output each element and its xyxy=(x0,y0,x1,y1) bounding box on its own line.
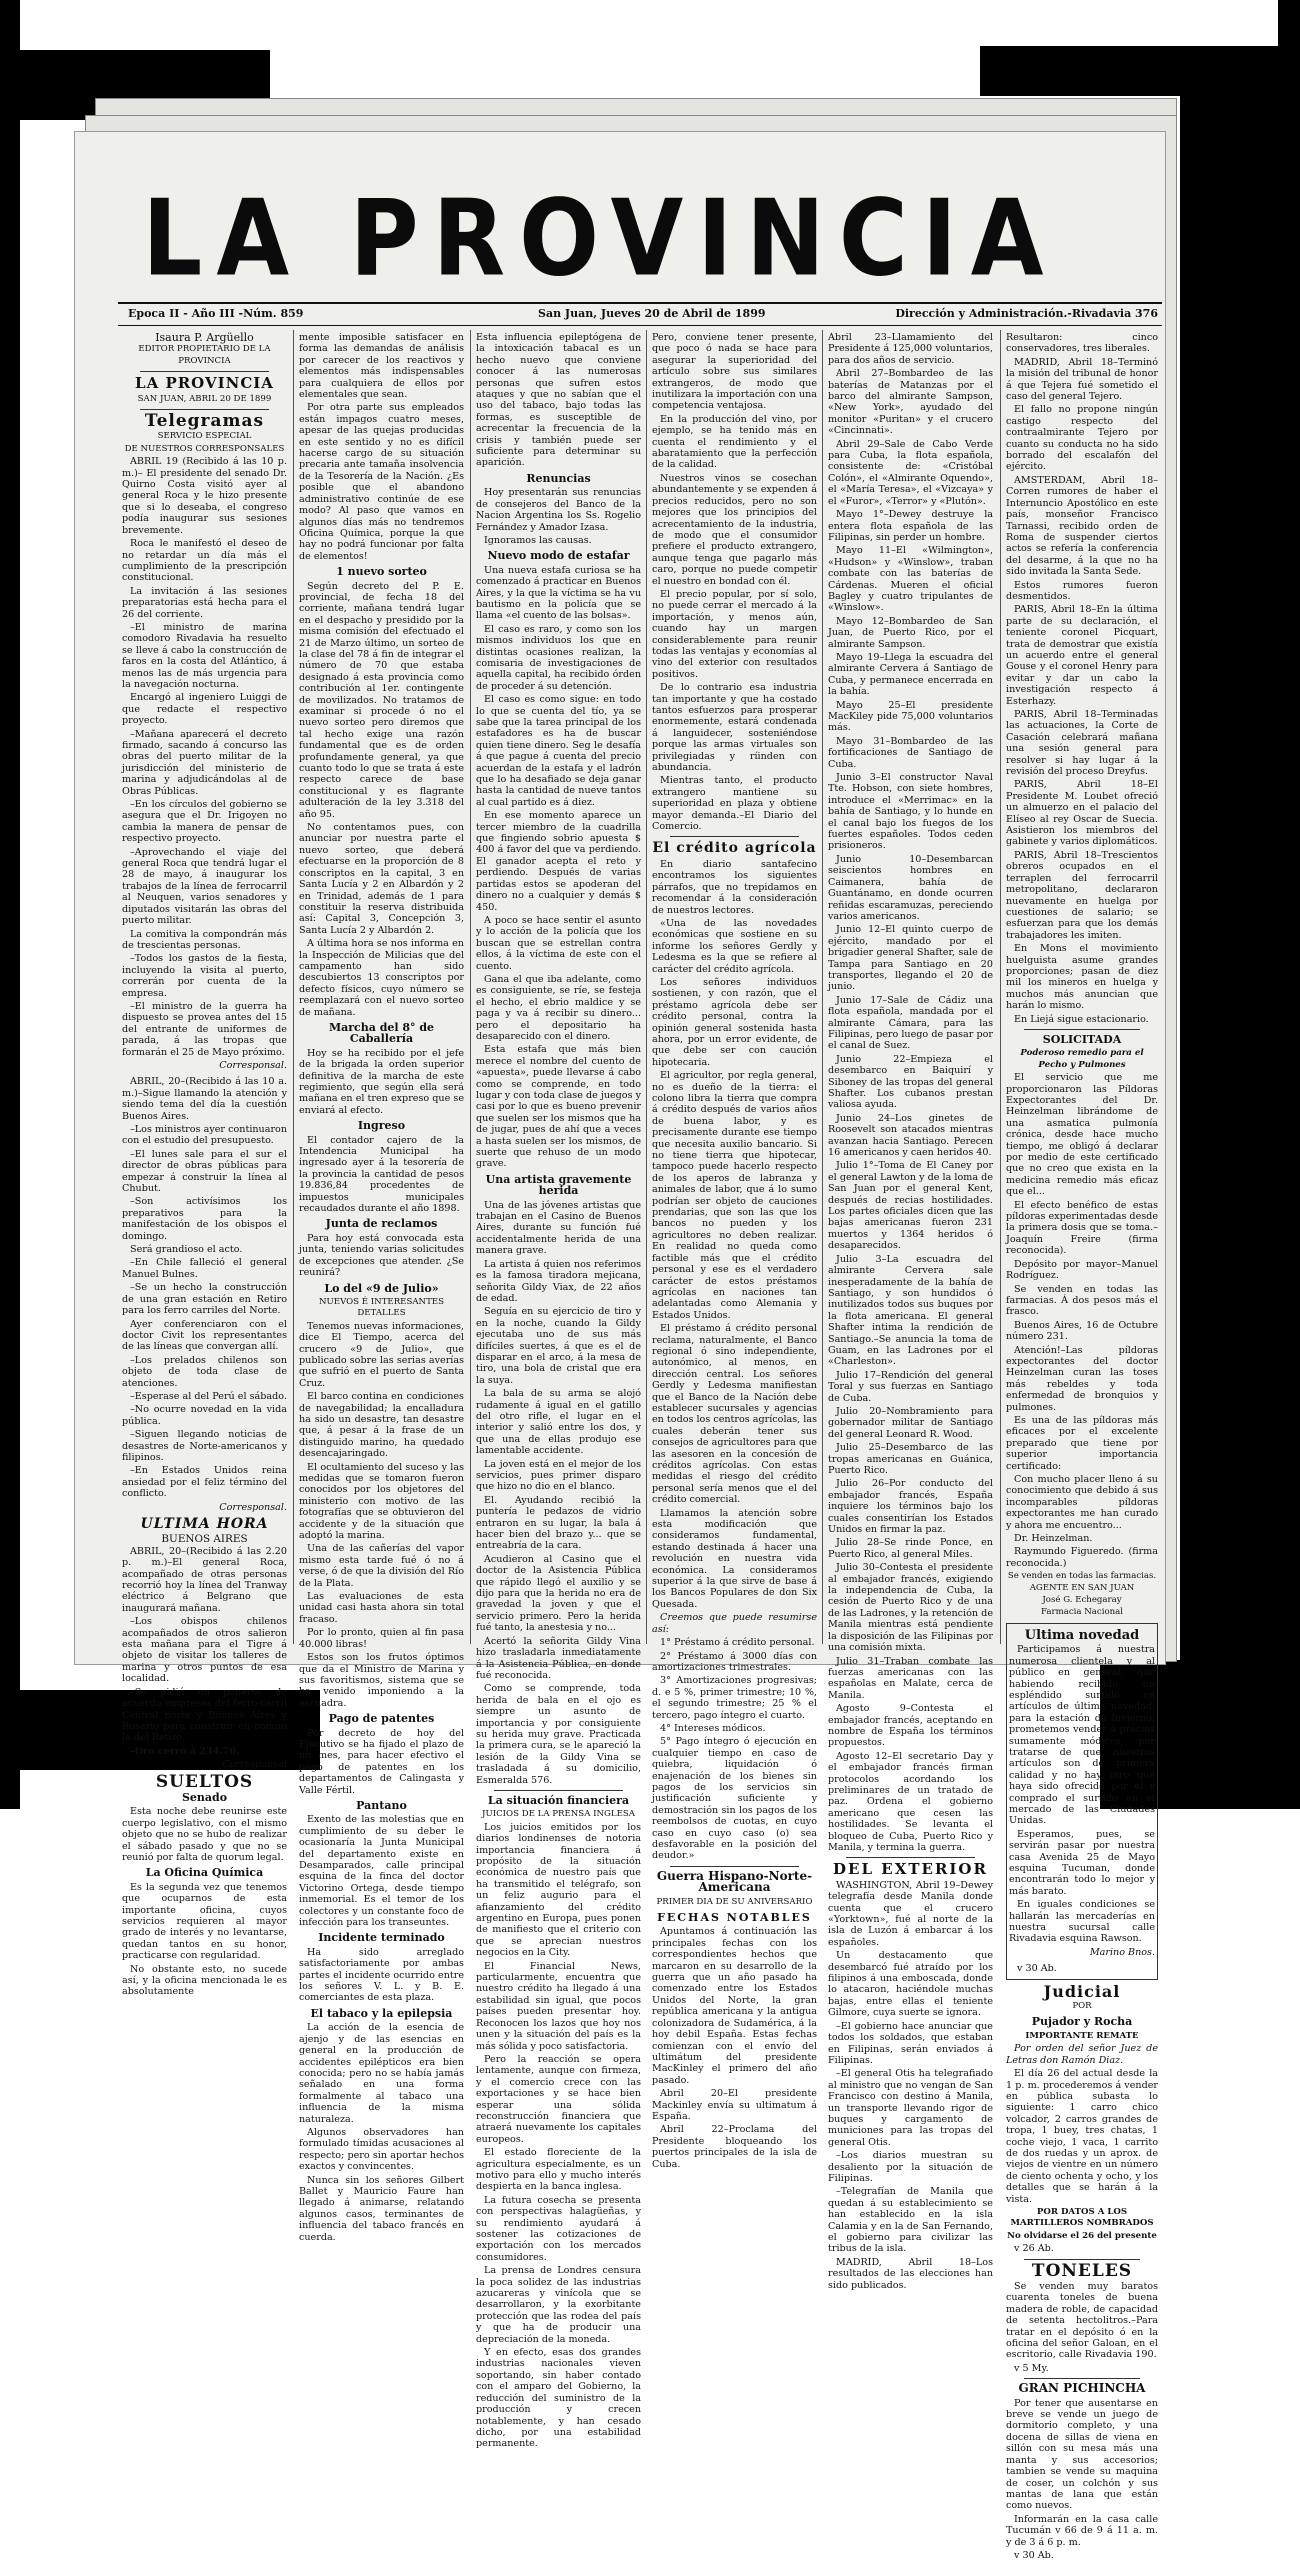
paragraph: Mayo 31–Bombardeo de las fortificaciones de Santiago de Cuba. xyxy=(828,735,993,770)
paragraph: Depósito por mayor–Manuel Rodríguez. xyxy=(1006,1258,1158,1282)
paragraph: Dr. Heinzelman. xyxy=(1014,1533,1093,1545)
paragraph: El día 26 del actual desde la 1 p. m. procederemos á vender en pública subasta lo siguiente: 1 carro chico volcador, 2 carros grandes de tropa, 1 buey, tres chatas, 1 coche viejo, 1 vaca, 1 carrito de dos ruedas y un aprox. de viejos de vientre en un número de ciento ochenta y ocho, y los detalles que se harán á la vista. xyxy=(1006,2068,1158,2205)
paragraph: Mayo 19–Llega la escuadra del almirante Cervera á Santiago de Cuba, y permanece encerrada en la bahía. xyxy=(828,651,993,698)
paragraph: Exento de las molestias que en cumplimiento de su deber le ocasionaría la Junta Municipal del departamento existe en Desamparados, calle principal esquina de la finca del doctor Victorino Ortega, desde tiempo inmemorial. Es el temor de los colectores y un constante foco de infección para los transeuntes. xyxy=(299,1814,464,1929)
pichincha-heading: GRAN PICHINCHA xyxy=(1018,2381,1146,2396)
paragraph: Abril 27–Bombardeo de las baterías de Matanzas por el barco del almirante Sampson, «New York», ayudado del monitor «Puritan» y el crucero «Cincinnati». xyxy=(828,368,993,437)
paragraph: El estado floreciente de la agricultura especialmente, es un motivo para ello y mucho interés despierta en la banca inglesa. xyxy=(476,2147,641,2193)
ultima-hora-heading: ULTIMA HORA xyxy=(140,1516,269,1532)
paragraph: MADRID, Abril 18–Terminó la misión del tribunal de honor á que Tejera fué sometido el caso del general Tejero. xyxy=(1006,356,1158,403)
column-rule-4 xyxy=(822,330,823,1644)
agent-name: José G. Echegaray xyxy=(1042,1595,1122,1606)
paragraph: Nuestros vinos se cosechan abundantemente y se expenden á precios reducidos, pero no son mejores que los principios del acrecentamiento de la industria, de modo que el consumidor prefiere el producto extrangero, aunque tenga que pagarlo más caro, porque no puede competir el nuestro en bondad con él. xyxy=(652,472,817,587)
paragraph: Por lo pronto, quien al fin pasa 40.000 libras! xyxy=(299,1627,464,1650)
paragraph: ABRIL 19 (Recibido á las 10 p. m.)– El presidente del senado Dr. Quirno Costa visitó ayer al general Roca y le hizo presente que si lo deseaba, el congreso podía inaugurar sus sesiones brevemente. xyxy=(122,456,287,536)
paragraph: Mayo 12–Bombardeo de San Juan, de Puerto Rico, por el almirante Sampson. xyxy=(828,615,993,650)
paragraph: ABRIL, 20–(Recibido á las 2.20 p. m.)–El general Roca, acompañado de otras personas recorrió hoy la línea del Tranway eléctrico á Belgrano que inaugurará mañana. xyxy=(122,1545,287,1614)
judicial-datos: POR DATOS A LOS MARTILLEROS NOMBRADOS xyxy=(1010,2206,1154,2229)
exterior-heading: DEL EXTERIOR xyxy=(833,1860,988,1879)
paragraph: La bala de su arma se alojó rudamente á igual en el gatillo del otro rifle, el lugar en el interior y salió entre los dos, y que una de ellas produjo ese lamentable accidente. xyxy=(476,1388,641,1457)
junta-heading: Junta de reclamos xyxy=(325,1217,438,1231)
senado-heading: Senado xyxy=(181,1790,228,1804)
paragraph: Por decreto de hoy del Ejecutivo se ha fijado el plazo de un mes, para hacer efectivo el pago de patentes en los departamentos de Calingasta y Valle Fértil. xyxy=(299,1727,464,1796)
solicitada-heading: SOLICITADA xyxy=(1042,1032,1122,1046)
paragraph: El servicio que me proporcionaron las Píldoras Expectorantes del Dr. Heinzelman librándome de una asmatica pulmonía crónica, desde hace mucho tiempo, me obligó á declarar por medio de este certificado que no creo que exista en la medicina remedio más eficaz que el... xyxy=(1006,1072,1158,1198)
signature: Corresponsal. xyxy=(219,1059,287,1071)
paragraph: 3° Amortizaciones progresivas; d. e 5 %, primer trimestre; 10 %, el segundo trimestre; 25 % el tercero, pago íntegro el cuarto. xyxy=(652,1675,817,1721)
paragraph: El caso es raro, y como son los mismos individuos los que en distintas ocasiones realizan, la comisaria de investigaciones de aquella capital, ha recibido órden de proceder á su detención. xyxy=(476,623,641,692)
issue-line xyxy=(118,305,1162,325)
signature: Marino Bnos. xyxy=(1089,1946,1155,1958)
paragraph: –Los ministros ayer continuaron con el estudio del presupuesto. xyxy=(122,1124,287,1147)
paragraph: Abril 20–El presidente Mackinley envía su ultimatum á España. xyxy=(652,2088,817,2122)
paragraph: 5° Pago íntegro ó ejecución en cualquier tiempo en caso de quiebra, liquidación ó enajenación de los bienes sin pagos de los servicios sin justificación suficiente y demostración sin los pagos de los reembolsos de cuotas, en cuyo caso en cuyo caso (o) sea desfavorable en la posición del deudor.» xyxy=(652,1736,817,1862)
telegram-heading: Telegramas xyxy=(144,411,265,432)
judicial-por: POR xyxy=(1072,2001,1092,2012)
paragraph: Una de las jóvenes artistas que trabajan en el Casino de Buenos Aires, durante su función fué accidentalmente herida de una manera grave. xyxy=(476,1199,641,1257)
paragraph: La futura cosecha se presenta con perspectivas halagüeñas, y su rendimiento ayudará á sostener las cotizaciones de exportación con los mercados consumidores. xyxy=(476,2194,641,2263)
paragraph: 1° Préstamo á crédito personal. xyxy=(660,1637,815,1649)
paragraph: Los juicios emitidos por los diarios londinenses de notoria importancia financiera á propósito de la situación económica de nuestro país que ha transmitido el telégrafo, son un feliz augurio para el afianzamiento del crédito argentino en Europa, pues ponen de manifiesto que el criterio con que se aprecian nuestros negocios en la City. xyxy=(476,1821,641,1959)
owner-name: Isaura P. Argüello xyxy=(155,331,254,344)
patentes-heading: Pago de patentes xyxy=(328,1712,435,1726)
oficina-heading: La Oficina Química xyxy=(145,1866,264,1880)
paragraph: Las evaluaciones de esta unidad casi hasta ahora sin total fracaso. xyxy=(299,1591,464,1625)
credito-heading: El crédito agrícola xyxy=(652,840,817,857)
column-rule-5 xyxy=(1000,330,1001,1644)
masthead-rule-top xyxy=(118,302,1162,304)
paragraph: Participamos á nuestra numerosa clientela y al público en general, que habiendo recibido un espléndido surtido en artículos de última novedad, para la estación de Invierno, prometemos vender á precios sumamente módicos, por tratarse de que nuestros artículos son de primera calidad y no hay otro que haya sido ofrecido por el y comprado el surtido en el mercado de las Ciudades Unidas. xyxy=(1009,1644,1155,1827)
paragraph: –No ocurre novedad en la vida pública. xyxy=(122,1404,287,1427)
paragraph: La artista á quien nos referimos es la famosa tiradora mejicana, señorita Gildy Viax, de 22 años de edad. xyxy=(476,1258,641,1304)
sueltos-heading: SUELTOS xyxy=(155,1771,254,1792)
financiera-heading: La situación financiera xyxy=(487,1793,630,1807)
paragraph: Ignoramos las causas. xyxy=(484,534,592,546)
signature: Corresponsal xyxy=(222,1759,287,1771)
paragraph: Junio 24–Los ginetes de Roosevelt son atacados mientras avanzan hacia Santiago. Perecen 16 americanos y caen heridos 40. xyxy=(828,1112,993,1159)
paragraph: Una nueva estafa curiosa se ha comenzado á practicar en Buenos Aires, y la que la víctima se ha vu bautismo en la policía que se llama «el cuento de las bolsas». xyxy=(476,564,641,622)
paragraph: Esperamos, pues, se servirán pasar por nuestra casa Avenida 25 de Mayo esquina Tucuman, donde encontrarán todo lo mejor y más barato. xyxy=(1009,1828,1155,1897)
paragraph: Julio 20–Nombramiento para gobernador militar de Santiago del general Leonard R. Wood. xyxy=(828,1405,993,1440)
paragraph: –El ministro de la guerra ha dispuesto se provea antes del 15 del entrante de uniformes de parada, á las tropas que formarán el 25 de Mayo próximo. xyxy=(122,1000,287,1058)
paragraph: v 26 Ab. xyxy=(1014,2243,1054,2255)
paragraph: El contador cajero de la Intendencia Municipal ha ingresado ayer á la tesorería de la provincia la cantidad de pesos 19.836,84 procedentes de impuestos municipales recaudados durante el año 1898. xyxy=(299,1134,464,1215)
paragraph: Ayer conferenciaron con el doctor Civit los representantes de las líneas que convergan allí. xyxy=(122,1318,287,1353)
fechas-heading: FECHAS NOTABLES xyxy=(657,1911,812,1925)
paragraph: WASHINGTON, Abril 19–Dewey telegrafía desde Manila donde cuenta que el crucero «Yorktown», fué al norte de la isla de Luzón á embarcar á los españoles. xyxy=(828,1879,993,1948)
paragraph: Julio 25–Desembarco de las tropas americanas en Guánica, Puerto Rico. xyxy=(828,1442,993,1476)
paragraph: Mientras tanto, el producto extrangero mantiene su superioridad en plaza y obtiene mayor demanda.–El Diario del Comercio. xyxy=(652,775,817,833)
paragraph: Es la segunda vez que tenemos que ocuparnos de esta importante oficina, cuyos servicios requieren al mayor grado de interés y no levantarse, quedan tantos en su honor, practicarse con regularidad. xyxy=(122,1881,287,1962)
paragraph: Se venden muy baratos cuarenta toneles de buena madera de roble, de capacidad de setenta hectolitros.–Para tratar en el depósito ó en la oficina del señor Galoan, en el escritorio, calle Rivadavia 190. xyxy=(1006,2281,1158,2361)
paragraph: No obstante esto, no sucede así, y la oficina mencionada le es absolutamente xyxy=(122,1963,287,1998)
ultima-novedad-heading: Ultima novedad xyxy=(1024,1627,1140,1643)
paragraph: Algunos observadores han formulado tímidas acusaciones al respecto; pero sin aportar hechos exactos y convincentes. xyxy=(299,2126,464,2173)
paragraph: –El lunes sale para el sur el director de obras públicas para empezar á construir la línea al Chubut. xyxy=(122,1148,287,1195)
paragraph: En Liejá sigue estacionario. xyxy=(1014,1013,1149,1025)
paragraph: Por orden del señor Juez de Letras don Ramón Diaz. xyxy=(1006,2043,1158,2066)
paragraph: Abril 22–Proclama del Presidente bloqueando los puertos principales de la isla de Cuba. xyxy=(652,2124,817,2170)
paragraph: Junio 10–Desembarcan seiscientos hombres en Caimanera, bahía de Guantánamo, en donde ocurren reñidas escaramuzas, pereciendo varios americanos. xyxy=(828,853,993,922)
paragraph: A poco se hace sentir el asunto y lo acción de la policía que los buscan que se estrellan contra ellos, á la víctima de este con el cuento. xyxy=(476,914,641,972)
masthead-title: LA PROVINCIA xyxy=(142,178,1058,301)
paragraph: Apuntamos á continuación las principales fechas con los correspondientes hechos que marcaron en su desarrollo de la guerra que un año pasado ha comenzado entre los Estados Unidos del Norte, la gran república americana y la antigua colonizadora de Sudamérica, á la hoy debil España. Estas fechas comienzan con el envío del ultimátum del presidente MacKinley el primero del año pasado. xyxy=(652,1926,817,2086)
paragraph: v 30 Ab. xyxy=(1017,1963,1057,1975)
paragraph: Encargó al ingeniero Luiggi de que redacte el respectivo proyecto. xyxy=(122,692,287,727)
paragraph: Estos rumores fueron desmentidos. xyxy=(1006,579,1158,602)
paragraph: Abril 29–Sale de Cabo Verde para Cuba, la flota española, consistente de: «Cristóbal Colón», el «Almirante Oquendo», el «María Teresa», el «Vizcaya» y el «Furor», «Terror» y «Plutón». xyxy=(828,438,993,507)
paragraph: Julio 30–Contesta el presidente al embajador francés, exigiendo la independencia de Cuba, la cesión de Puerto Rico y de una de las Ladrones, y la retención de Manila mientras está pendiente la disposición de las Filipinas por una comisión mixta. xyxy=(828,1562,993,1654)
paragraph: –Los diarios muestran su desaliento por la situación de Filipinas. xyxy=(828,2150,993,2184)
paragraph: Acudieron al Casino que el doctor de la Asistencia Pública que rápido llegó el auxilio y se dijo para que la herida no era de gravedad la joven y que el servicio primero. Pero la herida fué tanto, la anestesia y no... xyxy=(476,1553,641,1634)
paragraph: –Esperase al del Perú el sábado. xyxy=(130,1390,287,1402)
paragraph: La joven está en el mejor de los servicios, pues primer disparo que hizo no dio en el blanco. xyxy=(476,1458,641,1493)
paragraph: –Todos los gastos de la fiesta, incluyendo la visita al puerto, correrán por cuenta de la empresa. xyxy=(122,953,287,999)
paragraph: Es una de las píldoras más eficaces por el excelente preparado que tiene por superior importancia certificado: xyxy=(1006,1414,1158,1472)
agent-pharmacy: Farmacia Nacional xyxy=(1040,1607,1124,1618)
paragraph: Un destacamento que desembarcó fué atraído por los filipinos á una emboscada, donde lo atacaron, haciéndole muchas bajas, entre ellas el teniente Gilmore, cuya suerte se ignora. xyxy=(828,1950,993,2019)
paragraph: Por tener que ausentarse en breve se vende un juego de dormitorio completo, y una docena de sillas de viena en sillón con su mesa más una manta y sus accesorios; tambien se vende su maquina de coser, un colchón y sus mantas de lana que están como nuevos. xyxy=(1006,2397,1158,2512)
paragraph: –Oro cerró á 234.70. xyxy=(130,1745,240,1757)
paragraph: Informarán en la casa calle Tucumán v 66 de 9 á 11 a. m. y de 3 á 6 p. m. xyxy=(1006,2513,1158,2548)
paragraph: A última hora se nos informa en la Inspección de Milicias que del campamento han sido descubiertos 13 conscriptos por defecto físicos, cuyo número se reemplazará con el nuevo sorteo de mañana. xyxy=(299,938,464,1018)
paragraph: –El ministro de marina comodoro Rivadavia ha resuelto se lleve á cabo la construcción de faros en la costa del Atlántico, á menos las de más urgencia para la navegación nocturna. xyxy=(122,621,287,690)
paragraph: Atención!–Las píldoras expectorantes del doctor Heinzelman curan las toses más rebeldes y toda enfermedad de bronquios y pulmones. xyxy=(1006,1344,1158,1413)
paragraph: Agosto 12–El secretario Day y el embajador francés firman protocolos acordando los preliminares de un tratado de paz. Ordena el gobierno americano que cesen las hostilidades. Se levanta el bloqueo de Cuba, Puerto Rico y Manila, y termina la guerra. xyxy=(828,1750,993,1853)
paragraph: –En Estados Unidos reina ansiedad por el feliz término del conflicto. xyxy=(122,1465,287,1500)
artista-heading: Una artista gravemente herida xyxy=(485,1172,632,1198)
paragraph: Para hoy está convocada esta junta, teniendo varias solicitudes de excepciones que atender. ¿Se reunirá? xyxy=(299,1232,464,1279)
paragraph: Estos son los frutos óptimos que da el Ministro de Marina y sus favoritismos, sistema que se ha venido imponiendo a la escuadra. xyxy=(299,1652,464,1709)
paragraph: Llamamos la atención sobre esta modificación que consideramos fundamental, estando destinada á hacer una revolución en nuestra vida económica. La consideramos superior á la que sirve de base á los Bancos Populares de don Six Quesada. xyxy=(652,1507,817,1610)
issue-epoca: Epoca II - Año III -Núm. 859 xyxy=(128,307,304,320)
masthead-rule-bottom xyxy=(118,325,1162,326)
column-4 xyxy=(652,332,817,2170)
financiera-sub: JUICIOS DE LA PRENSA INGLESA xyxy=(482,1809,635,1820)
toneles-heading: TONELES xyxy=(1031,2260,1133,2281)
paragraph: El Financial News, particularmente, encuentra que nuestro crédito ha llegado á una estabilidad sin igual, que pocos países pueden presentar hoy. Reconocen los lazos que hoy nos unen y la situación del país es la más sólida y poco satisfactoria. xyxy=(476,1960,641,2052)
paragraph: Buenos Aires, 16 de Octubre número 231. xyxy=(1006,1319,1158,1343)
paragraph: Junio 22–Empieza el desembarco en Baiquirí y Siboney de las tropas del general Shafter. Los cubanos prestan valiosa ayuda. xyxy=(828,1053,993,1111)
paragraph: 4° Intereses módicos. xyxy=(660,1722,766,1734)
agent-line: Se venden en todas las farmacias. AGENTE EN SAN JUAN xyxy=(1007,1571,1157,1593)
paragraph: Con mucho placer lleno á su conocimiento que debido á sus incomparables píldoras expectorantes me han curado y ahora me encuentro... xyxy=(1006,1474,1158,1531)
paragraph: –Son activísimos los preparativos para la manifestación de los obispos el domingo. xyxy=(122,1196,287,1242)
paragraph: «Una de las novedades económicas que sostiene en su informe los señores Gerdly y Ledesma es la que se refiere al carácter del crédito agrícola. xyxy=(652,917,817,975)
paragraph: Julio 3–La escuadra del almirante Cervera sale inesperadamente de la bahía de Santiago, y son hundidos ó inutilizados todos sus buques por la flota americana. El general Shafter intima la rendición de Santiago.–Se anuncia la toma de Guam, en las Ladrones por el «Charleston». xyxy=(828,1253,993,1368)
film-corner-top-right xyxy=(980,46,1280,96)
paragraph: AMSTERDAM, Abril 18–Corren rumores de haber el Internuncio Apostólico en este país, monseñor Francisco Tarnassi, recibido orden de Roma de suspender ciertos actos se refería la conferencia del desarme, á la que no ha sido invitada la Santa Sede. xyxy=(1006,474,1158,578)
judicial-remate: IMPORTANTE REMATE xyxy=(1025,2030,1139,2041)
paragraph: En Mons el movimiento huelguista asume grandes proporciones; pasan de diez mil los mineros en huelga y muchos más anuncian que harán lo mismo. xyxy=(1006,943,1158,1012)
paragraph: MADRID, Abril 18–Los resultados de las elecciones han sido publicados. xyxy=(828,2256,993,2291)
nueve-julio-heading: Lo del «9 de Julio» xyxy=(324,1281,439,1295)
paragraph: En ese momento aparece un tercer miembro de la cuadrilla que fingiendo sobrio apuesta $ 400 á favor del que va perdiendo. El ganador acepta el reto y perdiendo. Después de varias partidas estos se apoderan del dinero no a cualquier y demás $ 450. xyxy=(476,810,641,913)
paragraph: mente imposible satisfacer en forma las demandas de análisis por carecer de los reactivos y elementos más indispensables para cualquiera de ellos por elementales que sean. xyxy=(299,332,464,401)
paragraph: Los señores individuos sostienen, y con razón, que el préstamo agrícola debe ser crédito personal, contra la opinión general sostenida hasta ahora, por un error evidente, de que debe ser con caución hipotecaria. xyxy=(652,976,817,1068)
paragraph: Esta influencia epileptógena de la intoxicación tabacal es un hecho nuevo que conviene conocer á las numerosas personas que sufren estos ataques y que no sabían que el uso del tabaco, bajo todas las formas, es susceptible de acrecentar la frecuencia de la crisis y también puede ser suficiente para determinar su aparición. xyxy=(476,332,641,469)
sorteo-heading: 1 nuevo sorteo xyxy=(336,565,427,579)
paragraph: Pero, conviene tener presente, que poco ó nada se hace para asegurar la superioridad del artículo sobre sus similares extrangeros, de modo que inutilizara la importación con una competencia ventajosa. xyxy=(652,332,817,412)
column-rule-1 xyxy=(293,330,294,1644)
paragraph: El caso es como sigue: en todo lo que se cuenta del tío, ya se sabe que la tarea principal de los estafadores es ha de buscar quien tiene dinero. Seg le desafía á que pague á cuenta del precio acuerdan de la estafa y el ladrón que lo ha desafiado se deja ganar hasta la cantidad de nueve tantos al cual partido es á diez. xyxy=(476,694,641,808)
ultima-city: BUENOS AIRES xyxy=(161,1533,248,1546)
paragraph: Acertó la señorita Gildy Vina hizo trasladarla inmediatamente á la Asistencia Pública, en donde fué reconocida. xyxy=(476,1635,641,1681)
paragraph: La comitiva la compondrán más de trescientas personas. xyxy=(122,928,287,951)
column-1 xyxy=(122,331,287,1998)
telegram-corr: DE NUESTROS CORRESPONSALES xyxy=(124,443,285,454)
paragraph: Nunca sin los señores Gilbert Ballet y Mauricio Faure han llegado á animarse, relatando algunos casos, terminantes de influencia del tabaco francés en cuerda. xyxy=(299,2174,464,2243)
paragraph: PARIS, Abril 18–Terminadas las actuaciones, la Corte de Casación celebrará mañana una sesión general para resolver si hay lugar á la revisión del proceso Dreyfus. xyxy=(1006,709,1158,778)
paragraph: Será grandioso el acto. xyxy=(130,1244,243,1256)
paragraph: v 30 Ab. xyxy=(1014,2549,1054,2561)
paragraph: –El general Otis ha telegrafiado al ministro que no vengan de San Francisco con destino á Manila, un transporte llevando rigor de buques y cargamento de municiones para las tropas del general Otis. xyxy=(828,2068,993,2148)
paragraph: Hoy se ha recibido por el jefe de la brigada la orden superior definitiva de la marcha de este regimiento, que según ella será mañana en el tren expreso que se enviará al efecto. xyxy=(299,1047,464,1116)
paragraph: No contentamos pues, con anunciar por nuestra parte el nuevo sorteo, que deberá efectuarse en la proporción de 8 conscriptos en la capital, 3 en Santa Lucía y 2 en Albardón y 2 en Trinidad, además de 1 para constituir la reserva distribuida así: Capital 3, Concepción 3, Santa Lucía 2 y Albardón 2. xyxy=(299,822,464,936)
paragraph: –Se pidió un ponerse de acuerdo empresas del ferro-carril Central norte y Buenos Aires y Rosario para construir en común la del Retiro. xyxy=(122,1686,287,1744)
telegram-sub: SERVICIO ESPECIAL xyxy=(157,431,252,442)
paragraph: Junio 12–El quinto cuerpo de ejército, mandado por el brigadier general Shafter, sale de Tampa para Santiago en 20 transportes, llegando el 20 de junio. xyxy=(828,924,993,993)
owner-line: EDITOR PROPIETARIO DE LA PROVINCIA xyxy=(138,344,271,366)
paragraph: Roca le manifestó el deseo de no retardar un día más el cumplimiento de la prescripción constitucional. xyxy=(122,538,287,584)
paragraph: El precio popular, por sí solo, no puede cerrar el mercado á la importación, y menos aún, cuando hay un margen considerablemente para reunir todas las ventajas y economías al vino del exterior con resultados positivos. xyxy=(652,588,817,680)
column-3 xyxy=(476,332,641,2450)
issue-date: San Juan, Jueves 20 de Abril de 1899 xyxy=(538,307,766,320)
nueve-julio-sub: NUEVOS É INTERESANTES DETALLES xyxy=(319,1296,444,1319)
paragraph: El efecto benéfico de estas píldoras experimentadas desde la primera dosis que se toma.–Joaquín Freire (firma reconocida). xyxy=(1006,1199,1158,1257)
film-right-margin xyxy=(1180,90,1280,1809)
paragraph: Julio 17–Rendición del general Toral y sus fuerzas en Santiago de Cuba. xyxy=(828,1369,993,1404)
paragraph: El. Ayudando recibió la puntería le pedazos de vidrio entraron en su lugar, la bala á hacer bien del brazo y... que se entreabría de la cara. xyxy=(476,1494,641,1552)
estafar-heading: Nuevo modo de estafar xyxy=(487,549,630,563)
paragraph: Agosto 9–Contesta el embajador francés, aceptando en nombre de España los términos propuestos. xyxy=(828,1703,993,1749)
paragraph: El ocultamiento del suceso y las medidas que se tomaron fueron conocidos por los objetores del ministerio con motivo de las fotografías que se obtuvieron del accidente y de la situación que adoptó la marina. xyxy=(299,1461,464,1542)
paragraph: Por otra parte sus empleados están impagos cuatro meses, apesar de las quejas producidas en este sentido y no es difícil hacerse cargo de su situación precaria ante tamaña insolvencia de la Tesorería de la Nación. ¿Es posible que el abandono administrativo continúe de ese modo? Al paso que vamos en algunos días más no tendremos Oficina Química, porque la que hay no podrá funcionar por falta de elementos! xyxy=(299,402,464,562)
paragraph: Como se comprende, toda herida de bala en el ojo es siempre un asunto de importancia y por consiguiente su herida muy grave. Practicada la primera cura, se le apareció la lesión de la Gildy Vina se trasladada á su domicilio, Esmeralda 576. xyxy=(476,1683,641,1786)
paragraph: El agricultor, por regla general, no es dueño de la tierra: el colono libra la tierra que compra á crédito después de varios años de buena labor, y es precisamente durante ese tiempo que necesita auxilio bancario. Si no tiene tierra que hipotecar, tampoco puede hacerlo respecto de los aperos de labranza y animales de labor, que á lo sumo podrían ser objeto de cauciones prendarias, que son las que los bancos no pueden y los agricultores no deben realizar. En realidad no queda como factible más que el crédito personal y ese es el verdadero carácter de estos préstamos agrícolas en naciones tan adelantadas como Alemania y Estados Unidos. xyxy=(652,1070,817,1321)
paragraph: Gana el que iba adelante, como es consiguiente, se ríe, se festeja el hecho, el ebrio maldice y se paga y va á recibir su dinero... pero el depositario ha desaparecido con el dinero. xyxy=(476,973,641,1042)
column-5 xyxy=(828,332,993,2291)
paragraph: 2° Préstamo á 3000 días con amortizaciones trimestrales. xyxy=(652,1650,817,1673)
paper-name: LA PROVINCIA xyxy=(135,374,274,393)
paragraph: En la producción del vino, por ejemplo, se ha tenido más en cuenta el rendimiento y el abaratamiento que la perfección de la calidad. xyxy=(652,413,817,471)
tabaco-heading: El tabaco y la epilepsia xyxy=(310,2006,453,2020)
solicitada-sub: Poderoso remedio para el Pecho y Pulmones xyxy=(1020,1048,1144,1070)
paragraph: ABRIL, 20–(Recibido á las 10 a. m.)–Sigue llamando la atención y siendo tema del día la cuestión Buenos Aires. xyxy=(122,1076,287,1122)
paragraph: Raymundo Figueredo. (firma reconocida.) xyxy=(1006,1546,1158,1569)
paragraph: –Mañana aparecerá el decreto firmado, sacando á concurso las obras del puerto militar de la jurisdicción del ministerio de marina y adjudicándolas al de Obras Públicas. xyxy=(122,728,287,797)
column-rule-3 xyxy=(646,330,647,1644)
paragraph: Julio 28–Se rinde Ponce, en Puerto Rico, al general Miles. xyxy=(828,1537,993,1560)
column-2 xyxy=(299,332,464,2243)
judicial-heading: Judicial xyxy=(1043,1981,1121,2001)
issue-admin: Dirección y Administración.-Rivadavia 376 xyxy=(895,307,1158,320)
dateline: SAN JUAN, ABRIL 20 DE 1899 xyxy=(137,393,272,404)
guerra-heading: Guerra Hispano-Norte-Americana xyxy=(656,1868,813,1895)
paragraph: Una de las cañerías del vapor mismo esta tarde fué ó no á verse, ó de que la división del Río de la Plata. xyxy=(299,1543,464,1589)
paragraph: La prensa de Londres censura la poca solidez de las industrias azucareras y vinícola que se desarrollaron, y la exorbitante protección que las rodea del país y que ha de producir una depreciación de la moneda. xyxy=(476,2265,641,2345)
paragraph: Mayo 11–El «Wilmington», «Hudson» y «Winslow», traban combate con las baterías de Cárdenas. Mueren el oficial Bagley y cuatro tripulantes de «Winslow». xyxy=(828,545,993,614)
paragraph: Creemos que puede resumirse así: xyxy=(652,1612,817,1635)
paragraph: –Siguen llegando noticias de desastres de Norte-americanos y filipinos. xyxy=(122,1429,287,1463)
paragraph: Y en efecto, esas dos grandes industrias nacionales vieven soportando, sin haber contado con el amparo del Gobierno, la reducción del suministro de la producción y crecen notablemente, y han cesado dicho, por una estabilidad permanente. xyxy=(476,2347,641,2450)
paragraph: v 5 My. xyxy=(1014,2362,1049,2374)
paragraph: Seguía en su ejercicio de tiro y en la noche, cuando la Gildy ejecutaba uno de sus más difíciles suertes, á que es el de disparar en el arco, á la mesa de tiro, una bola de cristal que era la suya. xyxy=(476,1306,641,1386)
paragraph: PARIS, Abril 18–Trescientos obreros ocupados en el terraplen del ferrocarril metropolitano, declararon nuevamente en huelga por cuestiones de salario; se esfuerzan para que los demás trabajadores les imiten. xyxy=(1006,849,1158,941)
paragraph: –Los prelados chilenos son objeto de toda clase de atenciones. xyxy=(122,1354,287,1389)
column-rule-2 xyxy=(470,330,471,1644)
column-6 xyxy=(1006,332,1158,2561)
film-border-left-top xyxy=(0,0,20,1809)
paragraph: –En los círculos del gobierno se asegura que el Dr. Irigoyen no cambia la manera de pensar de respectivo proyecto. xyxy=(122,799,287,845)
incidente-heading: Incidente terminado xyxy=(318,1931,445,1945)
paragraph: De lo contrario esa industria tan importante y que ha costado tantos esfuerzos para prosperar enormemente, estará condenada á languidecer, sosteniéndose porque las armas virtuales son privilegiadas y ríinden con abundancia. xyxy=(652,682,817,774)
paragraph: En iguales condiciones se hallarán las mercaderías en nuestra sucursal calle Rivadavia esquina Rawson. xyxy=(1009,1899,1155,1945)
paragraph: Mayo 25–El presidente MacKiley pide 75,000 voluntarios más. xyxy=(828,699,993,734)
paragraph: –En Chile falleció el general Manuel Bulnes. xyxy=(122,1257,287,1280)
paragraph: La acción de la esencia de ajenjo y de las esencias en general en la producción de accidentes epilépticos era bien conocida; pero no se había jamás señalado en una forma formalmente al tabaco una influencia de la misma naturaleza. xyxy=(299,2022,464,2125)
paragraph: –Aprovechando el viaje del general Roca que tendrá lugar el 28 de mayo, á inaugurar los trabajos de la línea de ferrocarril al Neuquen, varios senadores y diputados visitarán las obras del puerto militar. xyxy=(122,846,287,927)
ultima-novedad-ad xyxy=(1006,1623,1158,1980)
paragraph: PARIS, Abril 18–En la última parte de su declaración, el teniente coronel Picquart, trata de demostrar que existía un acuerdo entre el general Gouse y el coronel Henry para evitar y dar un cabo la investigación respecto á Esterhazy. xyxy=(1006,604,1158,707)
judicial-reminder: No olvidarse el 26 del presente xyxy=(1007,2230,1157,2241)
paragraph: PARIS, Abril 18–El Presidente M. Loubet ofreció un almuerzo en el palacio del Elíseo al rey Oscar de Suecia. Asistieron los miembros del gabinete y varios diplomáticos. xyxy=(1006,779,1158,848)
paragraph: Junio 17–Sale de Cádiz una flota española, mandada por el almirante Cámara, para las Filipinas, pero luego de pasar por el canal de Suez. xyxy=(828,994,993,1052)
judicial-firm: Pujador y Rocha xyxy=(1031,2015,1133,2029)
paragraph: Esta estafa que más bien merece el nombre del cuento de «apuesta», puede llevarse á cabo como se comprende, en todo lugar y con toda clase de juegos y casi por lo que es bueno prevenir que suelen ser los mismos que ha de jugar, pues de ahí que a veces a hasta suelen ser los mismos, de suerte que rehuso de un modo grave. xyxy=(476,1044,641,1170)
renuncias-heading: Renuncias xyxy=(526,471,591,485)
paragraph: La invitación á las sesiones preparatorias está hecha para el 26 del corriente. xyxy=(122,585,287,620)
ingreso-heading: Ingreso xyxy=(357,1119,406,1133)
paragraph: Abril 23–Llamamiento del Presidente á 125,000 voluntarios, para dos años de servicio. xyxy=(828,332,993,366)
signature: Corresponsal. xyxy=(219,1501,287,1513)
paragraph: Se venden en todas las farmacias. Á dos pesos más el frasco. xyxy=(1006,1283,1158,1318)
paragraph: Resultaron: cinco conservadores, tres liberales. xyxy=(1006,332,1158,355)
paragraph: Julio 31–Traban combate las fuerzas americanas con las españolas en Malate, cerca de Manila. xyxy=(828,1655,993,1701)
paragraph: Pero la reacción se opera lentamente, aunque con firmeza, y el comercio crece con las exportaciones y se hace bien esperar una sólida reconstrucción financiera que atraerá nuevamente los capitales europeos. xyxy=(476,2053,641,2145)
paragraph: –Los obispos chilenos acompañados de otros salieron esta mañana para el Tigre á objeto de visitar los talleres de marina y otros puntos de esa localidad. xyxy=(122,1616,287,1685)
guerra-sub: PRIMER DIA DE SU ANIVERSARIO xyxy=(656,1896,813,1907)
paragraph: –El gobierno hace anunciar que todos los soldados, que estaban en Filipinas, serán enviados á Filipinas. xyxy=(828,2020,993,2066)
marcha-heading: Marcha del 8° de Caballería xyxy=(328,1020,435,1046)
pantano-heading: Pantano xyxy=(356,1798,407,1812)
paragraph: Mayo 1°–Dewey destruye la entera flota española de las Filipinas, sin perder un hombre. xyxy=(828,509,993,543)
paragraph: Junio 3–El constructor Naval Tte. Hobson, con siete hombres, introduce el «Merrimac» en la bahía de Santiago, y lo hunde en el canal bajo los fuegos de los fuertes españoles. Todos ceden prisioneros. xyxy=(828,772,993,852)
paragraph: Julio 1°–Toma de El Caney por el general Lawton y de la loma de San Juan por el general Kent, después de recias hostilidades. Los partes oficiales dicen que las bajas americanas fueron 231 muertos y 1364 heridos ó desaparecidos. xyxy=(828,1160,993,1252)
paragraph: Julio 26–Por conducto del embajador francés, España inquiere los términos bajo los cuales consentirían los Estados Unidos en firmar la paz. xyxy=(828,1478,993,1536)
paragraph: Hoy presentarán sus renuncias de consejeros del Banco de la Nacion Argentina los Ss. Rogelio Fernández y Amador Izasa. xyxy=(476,487,641,533)
film-border-right xyxy=(1278,0,1300,1809)
paragraph: El barco contina en condiciones de navegabilidad; la encalladura ha sido un desastre, tan desastre que, á pesar á la frase de un distinguido marino, ha quedado desencajaringado. xyxy=(299,1391,464,1460)
paragraph: El fallo no propone ningún castigo respecto del contraalmirante Tejero por cuanto su conducta no ha sido borrado del escalafón del ejército. xyxy=(1006,404,1158,473)
paragraph: Ha sido arreglado satisfactoriamente por ambas partes el incidente ocurrido entre los señores V. L. y B. E. comerciantes de esta plaza. xyxy=(299,1946,464,2004)
paragraph: Tenemos nuevas informaciones, dice El Tiempo, acerca del crucero «9 de Julio», que publicado sobre las serias averías que sufrió en el puerto de Santa Cruz. xyxy=(299,1320,464,1389)
paragraph: Esta noche debe reunirse este cuerpo legislativo, con el mismo objeto que no se hubo de realizar el sábado pasado y que no se reunió por falta de quorum legal. xyxy=(122,1806,287,1863)
paragraph: –Se un hecho la construcción de una gran estación en Retiro para los ferro carriles del Norte. xyxy=(122,1282,287,1317)
paragraph: Según decreto del P. E. provincial, de fecha 18 del corriente, mañana tendrá lugar en el despacho y presidido por la misma comisión del efectuado el 21 de Marzo último, un sorteo de la clase del 78 á fin de integrar el número de 70 que estaba designado á esta provincia como contribución al 1er. contingente de movilizados. No tratamos de examinar si procede ó no el nuevo sorteo pero diremos que tal hecho exige una razón fundamental que es de orden profundamente general, ya que cuanto todo lo que se trata á este respecto carece de base constitucional y es flagrante adulteración de la ley 3.318 del año 95. xyxy=(299,580,464,820)
paragraph: El préstamo á crédito personal reclama, naturalmente, el Banco regional ó sino independiente, autonómico, al menos, en dirección central. Los señores Gerdly y Ledesma manifiestan que el Banco de la Nación debe establecer sucursales y agencias en todos los centros agrícolas, las cuales deberán tener sus consejos de agricultores para que las asesoren en la concesión de créditos agrícolas. Con estas medidas el riesgo del crédito personal sería menos que el del crédito comercial. xyxy=(652,1323,817,1506)
paragraph: En diario santafecino encontramos los siguientes párrafos, que no trepidamos en recomendar á la consideración de nuestros lectores. xyxy=(652,858,817,916)
paragraph: –Telegrafían de Manila que quedan á su establecimiento se han establecido en la isla Calamia y en la de San Fernando, el gobierno para civilizar las tribus de la isla. xyxy=(828,2186,993,2255)
